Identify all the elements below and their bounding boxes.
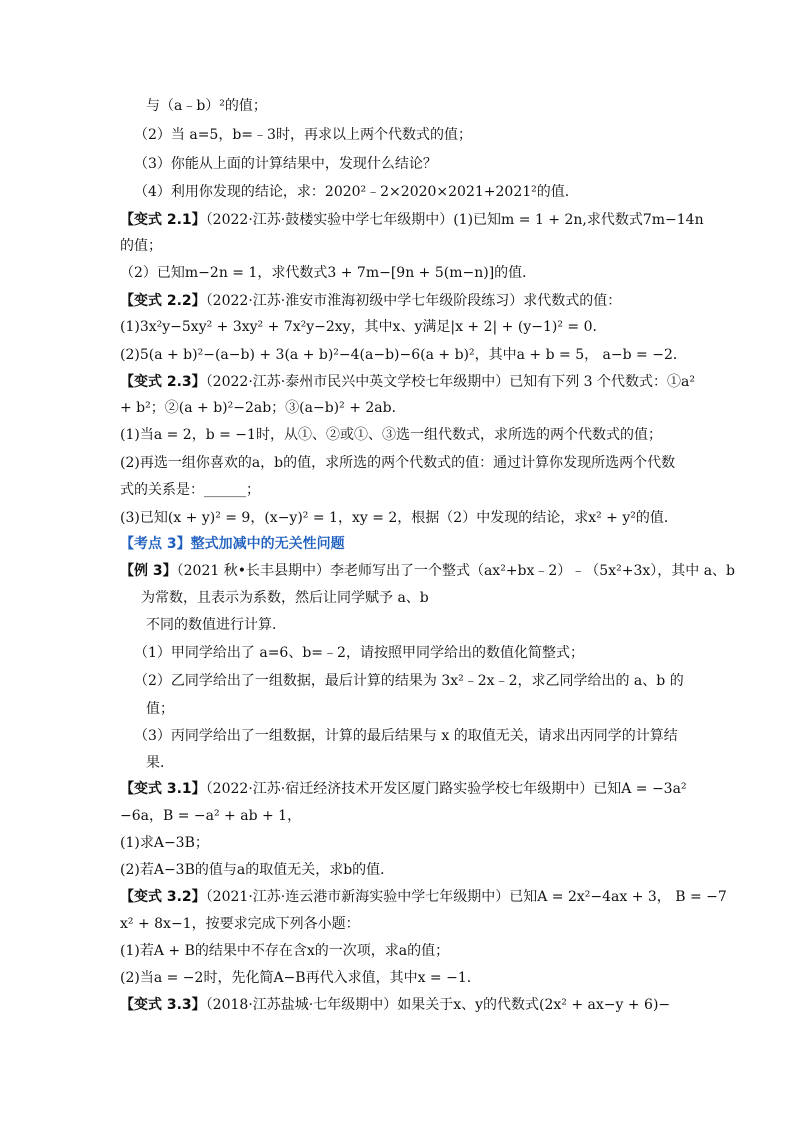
text-line: （4）利用你发现的结论，求：2020²﹣2×2020×2021+2021²的值． (134, 184, 579, 200)
text-line: 的值； (120, 238, 162, 254)
item-tag: 【变式 3.2】 (120, 889, 206, 905)
text-line: 值； (146, 701, 174, 717)
text-line: x² + 8x−1，按要求完成下列各小题： (120, 916, 360, 932)
variant-2-3-heading: 【变式 2.3】（2022·江苏·泰州市民兴中英文学校七年级期中）已知有下列 3 个代数式：①a² (120, 374, 695, 390)
text-line: （2）乙同学给出了一组数据，最后计算的结果为 3x²﹣2x﹣2，求乙同学给出的 a、b 的 (134, 673, 684, 689)
item-tag: 【变式 3.1】 (120, 781, 206, 797)
text-line: + b²；②(a + b)²−2ab；③(a−b)² + 2ab． (120, 400, 406, 416)
text-line: 不同的数值进行计算． (146, 617, 286, 633)
text-line: （1）甲同学给出了 a=6、b=﹣2，请按照甲同学给出的数值化简整式； (134, 645, 584, 661)
text-line: (1)若A + B的结果中不存在含x的一次项，求a的值； (120, 943, 450, 959)
text-line: （2）已知m−2n = 1，求代数式3 + 7m−[9n + 5(m−n)]的值． (120, 265, 537, 281)
section-heading-3: 【考点 3】整式加减中的无关性问题 (120, 536, 345, 552)
item-tag: 【变式 2.2】 (120, 293, 206, 309)
text-line: 果． (146, 755, 174, 771)
text-line: 式的关系是：______； (120, 482, 260, 498)
variant-3-2-heading: 【变式 3.2】（2021·江苏·连云港市新海实验中学七年级期中）已知A = 2x²−4ax + 3， B = −7 (120, 889, 727, 905)
text-line: (2)再选一组你喜欢的a，b的值，求所选的两个代数式的值：通过计算你发现所选两个代数 (120, 455, 676, 471)
variant-3-1-heading: 【变式 3.1】（2022·江苏·宿迁经济技术开发区厦门路实验学校七年级期中）已知A = −3a² (120, 781, 687, 797)
item-tag: 【变式 2.3】 (120, 374, 206, 390)
text-line: （3）丙同学给出了一组数据，计算的最后结果与 x 的取值无关，请求出丙同学的计算结 (134, 728, 678, 744)
text-line: 为常数，且表示为系数，然后让同学赋予 a、b (141, 590, 429, 606)
item-tag: 【例 3】 (120, 563, 177, 579)
variant-2-1-heading: 【变式 2.1】（2022·江苏·鼓楼实验中学七年级期中）(1)已知m = 1 + 2n,求代数式7m−14n (120, 212, 704, 228)
text-line: 与（a﹣b）²的值； (146, 98, 267, 114)
text-line: （3）你能从上面的计算结果中，发现什么结论？ (134, 156, 437, 172)
item-tag: 【变式 2.1】 (120, 212, 206, 228)
text-line: −6a，B = −a² + ab + 1， (120, 808, 302, 824)
text-line: (1)求A−3B； (120, 835, 209, 851)
text-line: (2)若A−3B的值与a的取值无关，求b的值． (120, 862, 395, 878)
text-line: (2)当a = −2时，先化简A−B再代入求值，其中x = −1． (120, 970, 481, 986)
text-line: (1)3x²y−5xy² + 3xy² + 7x²y−2xy，其中x、y满足|x + 2| + (y−1)² = 0． (120, 319, 607, 335)
variant-2-2-heading: 【变式 2.2】（2022·江苏·淮安市淮海初级中学七年级阶段练习）求代数式的值： (120, 293, 622, 309)
item-tag: 【变式 3.3】 (120, 997, 206, 1013)
text-line: (1)当a = 2，b = −1时，从①、②或①、③选一组代数式，求所选的两个代数式的值； (120, 427, 662, 443)
text-line: (2)5(a + b)²−(a−b) + 3(a + b)²−4(a−b)−6(a + b)²，其中a + b = 5， a−b = −2． (120, 347, 687, 363)
variant-3-3-heading: 【变式 3.3】（2018·江苏盐城·七年级期中）如果关于x、y的代数式(2x² + ax−y + 6)− (120, 997, 671, 1013)
text-line: (3)已知(x + y)² = 9，(x−y)² = 1，xy = 2，根据（2）中发现的结论，求x² + y²的值． (120, 510, 678, 526)
text-line: （2）当 a=5，b=﹣3时，再求以上两个代数式的值； (134, 127, 472, 143)
example-3-heading: 【例 3】（2021 秋•长丰县期中）李老师写出了一个整式（ax²+bx﹣2）﹣（5x²+3x），其中 a、b (120, 563, 736, 579)
